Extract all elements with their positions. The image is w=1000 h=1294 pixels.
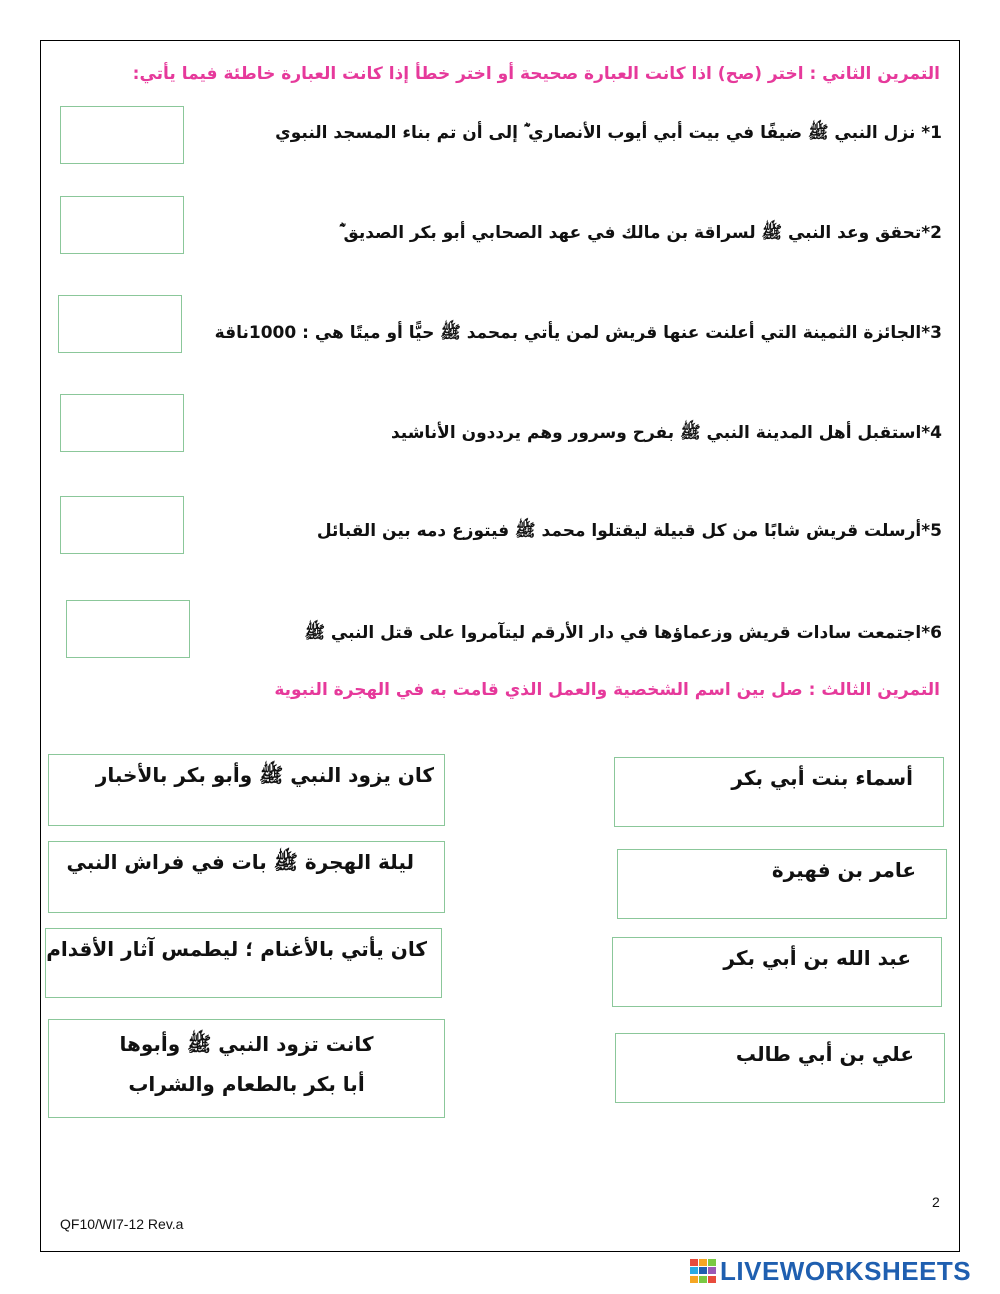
match-deed-4-line-1: كانت تزود النبي ﷺ وأبوها [119,1032,374,1056]
match-deed-1-label: كان يزود النبي ﷺ وأبو بكر بالأخبار [95,763,434,787]
answer-box-3[interactable] [58,295,182,353]
question-5: 5*أرسلت قريش شابًا من كل قبيلة ليقتلوا محمد ﷺ فيتوزع دمه بين القبائل [316,521,942,541]
answer-box-5[interactable] [60,496,184,554]
match-deed-2-label: ليلة الهجرة ﷺ بات في فراش النبي [66,850,414,874]
question-3: 3*الجائزة الثمينة التي أعلنت عنها قريش لمن يأتي بمحمد ﷺ حيًّا أو ميتًا هي : 1000ناقة [214,323,942,343]
exercise-2-heading: التمرين الثاني : اختر (صح) اذا كانت العبارة صحيحة أو اختر خطأ إذا كانت العبارة خاطئة فيما يأتي: [132,64,940,84]
answer-box-6[interactable] [66,600,190,658]
match-deed-4[interactable] [48,1019,445,1118]
document-code: QF10/WI7-12 Rev.a [60,1216,184,1232]
liveworksheets-logo[interactable] [690,1257,971,1285]
match-deed-2[interactable] [48,841,445,913]
match-name-4-label: علي بن أبي طالب [735,1042,914,1066]
question-1: 1* نزل النبي ﷺ ضيفًا في بيت أبي أيوب الأنصاري ؓ إلى أن تم بناء المسجد النبوي [275,123,942,143]
answer-box-4[interactable] [60,394,184,452]
match-name-1[interactable] [614,757,944,827]
exercise-3-heading: التمرين الثالث : صل بين اسم الشخصية والعمل الذي قامت به في الهجرة النبوية [274,680,940,700]
match-deed-1[interactable] [48,754,445,826]
question-4: 4*استقبل أهل المدينة النبي ﷺ بفرح وسرور وهم يرددون الأناشيد [390,423,942,443]
match-name-2[interactable] [617,849,947,919]
match-name-4[interactable] [615,1033,945,1103]
answer-box-2[interactable] [60,196,184,254]
match-name-2-label: عامر بن فهيرة [771,858,916,882]
question-2: 2*تحقق وعد النبي ﷺ لسراقة بن مالك في عهد الصحابي أبو بكر الصديق ؓ [339,223,942,243]
match-deed-3-label: كان يأتي بالأغنام ؛ ليطمس آثار الأقدام [46,937,427,961]
match-deed-4-line-2: أبا بكر بالطعام والشراب [128,1072,365,1096]
answer-box-1[interactable] [60,106,184,164]
match-deed-3[interactable] [45,928,442,998]
match-name-1-label: أسماء بنت أبي بكر [731,766,913,790]
question-6: 6*اجتمعت سادات قريش وزعماؤها في دار الأرقم ليتآمروا على قتل النبي ﷺ [304,623,942,643]
match-name-3[interactable] [612,937,942,1007]
brand-grid-icon [690,1259,716,1283]
page-number: 2 [932,1194,940,1210]
brand-text: LIVEWORKSHEETS [720,1255,972,1286]
match-name-3-label: عبد الله بن أبي بكر [723,946,911,970]
